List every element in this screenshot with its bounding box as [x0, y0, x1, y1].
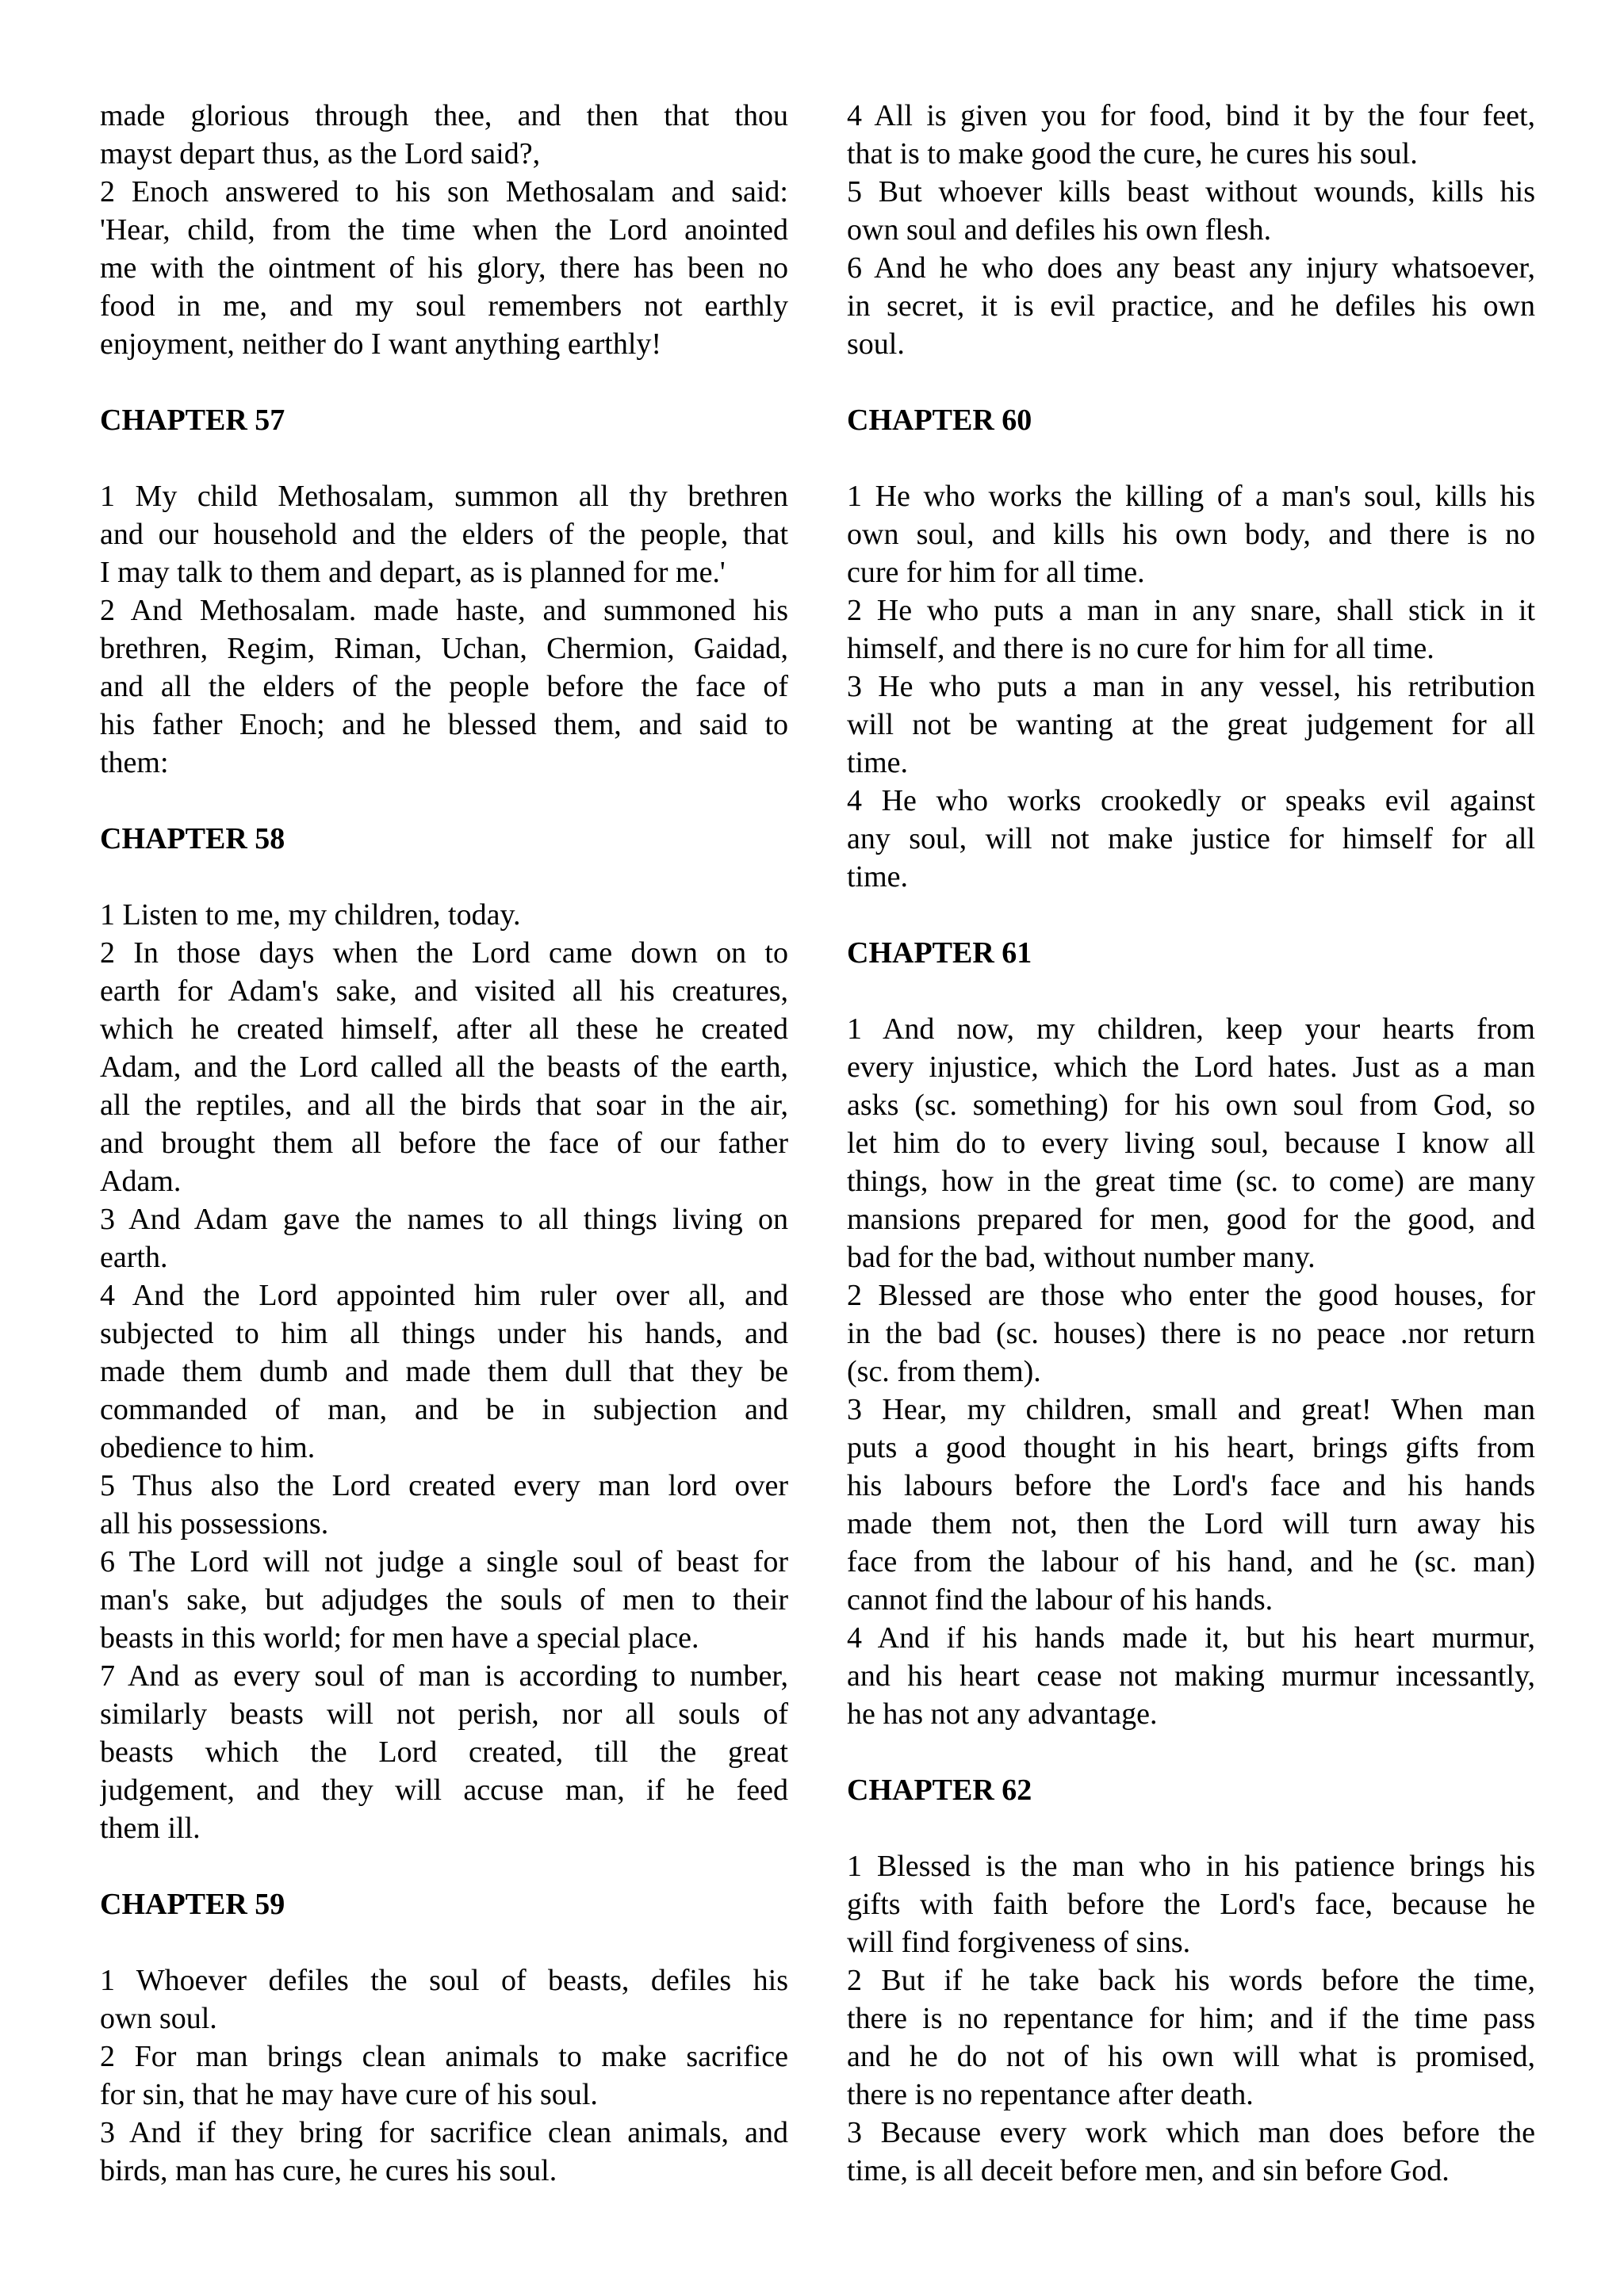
text-line: that is to make good the cure, he cures his soul. [847, 137, 1418, 170]
text-line: judgement, and they will accuse man, if he feed [100, 1774, 788, 1807]
text-line: 3 And if they bring for sacrifice clean animals, and [100, 2116, 788, 2149]
text-line: 2 He who puts a man in any snare, shall stick in it [847, 594, 1535, 627]
text-line: mansions prepared for men, good for the good, and [847, 1203, 1535, 1236]
text-line: brethren, Regim, Riman, Uchan, Chermion, Gaidad, [100, 632, 788, 665]
verse-paragraph [847, 1276, 1535, 1391]
text-line: own soul. [100, 2002, 217, 2035]
text-line: own soul, and kills his own body, and there is no [847, 518, 1535, 551]
text-line: 4 He who works crookedly or speaks evil against [847, 784, 1535, 817]
text-line: subjected to him all things under his hands, and [100, 1317, 788, 1350]
paragraph-spacer [847, 896, 1535, 934]
text-line: in secret, it is evil practice, and he defiles his own [847, 289, 1535, 323]
text-line: cannot find the labour of his hands. [847, 1583, 1274, 1617]
text-line: mayst depart thus, as the Lord said?, [100, 137, 541, 170]
chapter-heading: CHAPTER 57 [100, 404, 285, 437]
text-line: 3 He who puts a man in any vessel, his retribution [847, 670, 1535, 703]
verse-paragraph [847, 1391, 1535, 1619]
text-line: commanded of man, and be in subjection and [100, 1393, 788, 1426]
text-line: will not be wanting at the great judgement for all [847, 708, 1535, 741]
verse-paragraph [847, 591, 1535, 668]
text-line: made them dumb and made them dull that they be [100, 1355, 788, 1388]
verse-paragraph [100, 2038, 788, 2114]
text-line: and his heart cease not making murmur incessantly, [847, 1659, 1535, 1693]
verse-paragraph [847, 1961, 1535, 2114]
text-line: every injustice, which the Lord hates. Just as a man [847, 1050, 1535, 1084]
text-line: them ill. [100, 1812, 201, 1845]
paragraph-spacer [847, 1733, 1535, 1771]
text-line: 5 Thus also the Lord created every man lord over [100, 1469, 788, 1502]
text-line: 6 The Lord will not judge a single soul of beast for [100, 1545, 788, 1578]
verse-paragraph [100, 477, 788, 591]
paragraph-spacer [100, 439, 788, 477]
paragraph-spacer [100, 363, 788, 401]
verse-paragraph [100, 1200, 788, 1276]
verse-paragraph [847, 173, 1535, 249]
text-line: them: [100, 746, 169, 779]
verse-paragraph [100, 896, 788, 934]
text-line: 1 My child Methosalam, summon all thy brethren [100, 480, 788, 513]
text-line: 2 But if he take back his words before the time, [847, 1964, 1535, 1997]
text-line: 5 But whoever kills beast without wounds, kills his [847, 175, 1535, 209]
text-line: 1 Listen to me, my children, today. [100, 898, 521, 932]
verse-paragraph [847, 668, 1535, 782]
chapter-heading: CHAPTER 59 [100, 1888, 285, 1921]
paragraph-spacer [100, 1847, 788, 1885]
left-column [100, 97, 788, 2190]
text-line: (sc. from them). [847, 1355, 1041, 1388]
text-line: food in me, and my soul remembers not earthly [100, 289, 788, 323]
text-line: his labours before the Lord's face and his hands [847, 1469, 1535, 1502]
text-line: 3 Because every work which man does before the [847, 2116, 1535, 2149]
text-line: 2 Enoch answered to his son Methosalam and said: [100, 175, 788, 209]
text-line: he has not any advantage. [847, 1697, 1158, 1731]
text-line: time. [847, 746, 909, 779]
text-line: earth. [100, 1241, 168, 1274]
chapter-heading: CHAPTER 62 [847, 1774, 1032, 1807]
paragraph-spacer [100, 1923, 788, 1961]
text-line: will find forgiveness of sins. [847, 1926, 1191, 1959]
text-line: bad for the bad, without number many. [847, 1241, 1316, 1274]
text-line: 1 Whoever defiles the soul of beasts, defiles his [100, 1964, 788, 1997]
text-line: which he created himself, after all these he created [100, 1012, 788, 1046]
chapter-heading: CHAPTER 58 [100, 822, 285, 855]
text-line: own soul and defiles his own flesh. [847, 213, 1272, 247]
verse-paragraph [100, 1543, 788, 1657]
verse-paragraph [100, 2114, 788, 2190]
text-line: and brought them all before the face of our father [100, 1127, 788, 1160]
text-line: there is no repentance after death. [847, 2078, 1254, 2111]
paragraph-spacer [847, 439, 1535, 477]
text-line: me with the ointment of his glory, there has been no [100, 251, 788, 285]
text-line: asks (sc. something) for his own soul from God, so [847, 1089, 1535, 1122]
text-line: 4 And if his hands made it, but his heart murmur, [847, 1621, 1535, 1655]
text-line: 1 He who works the killing of a man's soul, kills his [847, 480, 1535, 513]
text-line: 2 Blessed are those who enter the good houses, for [847, 1279, 1535, 1312]
right-column [847, 97, 1535, 2190]
verse-paragraph [847, 249, 1535, 363]
text-line: 4 And the Lord appointed him ruler over all, and [100, 1279, 788, 1312]
text-line: 4 All is given you for food, bind it by the four feet, [847, 99, 1535, 132]
text-line: similarly beasts will not perish, nor all souls of [100, 1697, 788, 1731]
text-line: 1 Blessed is the man who in his patience brings his [847, 1850, 1535, 1883]
text-line: things, how in the great time (sc. to come) are many [847, 1165, 1535, 1198]
text-line: time. [847, 860, 909, 894]
text-line: 6 And he who does any beast any injury whatsoever, [847, 251, 1535, 285]
paragraph-spacer [847, 972, 1535, 1010]
text-line: made them not, then the Lord will turn away his [847, 1507, 1535, 1540]
text-line: Adam. [100, 1165, 182, 1198]
text-line: himself, and there is no cure for him for all time. [847, 632, 1434, 665]
text-line: and our household and the elders of the people, that [100, 518, 788, 551]
text-line: 1 And now, my children, keep your hearts from [847, 1012, 1535, 1046]
chapter-heading: CHAPTER 60 [847, 404, 1032, 437]
verse-paragraph [100, 1467, 788, 1543]
verse-paragraph [100, 1657, 788, 1847]
paragraph-spacer [847, 1809, 1535, 1847]
verse-paragraph [847, 782, 1535, 896]
text-line: and all the elders of the people before the face of [100, 670, 788, 703]
text-line: for sin, that he may have cure of his soul. [100, 2078, 598, 2111]
text-line: all his possessions. [100, 1507, 329, 1540]
text-line: 3 Hear, my children, small and great! When man [847, 1393, 1535, 1426]
text-line: puts a good thought in his heart, brings gifts from [847, 1431, 1535, 1464]
text-line: 7 And as every soul of man is according to number, [100, 1659, 788, 1693]
text-line: obedience to him. [100, 1431, 316, 1464]
text-line: 2 For man brings clean animals to make sacrifice [100, 2040, 788, 2073]
verse-paragraph [847, 2114, 1535, 2190]
text-line: there is no repentance for him; and if the time pass [847, 2002, 1535, 2035]
verse-paragraph [847, 1010, 1535, 1276]
text-line: and he do not of his own will what is promised, [847, 2040, 1535, 2073]
text-line: let him do to every living soul, because I know all [847, 1127, 1535, 1160]
text-line: soul. [847, 327, 905, 361]
paragraph-spacer [100, 782, 788, 820]
verse-paragraph [100, 591, 788, 782]
chapter-heading: CHAPTER 61 [847, 936, 1032, 970]
text-line: enjoyment, neither do I want anything earthly! [100, 327, 662, 361]
text-line: time, is all deceit before men, and sin before God. [847, 2154, 1450, 2187]
text-line: earth for Adam's sake, and visited all his creatures, [100, 974, 788, 1008]
text-line: in the bad (sc. houses) there is no peace .nor return [847, 1317, 1535, 1350]
verse-paragraph [847, 477, 1535, 591]
verse-paragraph [100, 934, 788, 1200]
text-line: 2 And Methosalam. made haste, and summoned his [100, 594, 788, 627]
text-line: 3 And Adam gave the names to all things living on [100, 1203, 788, 1236]
verse-paragraph [100, 97, 788, 173]
text-line: any soul, will not make justice for himself for all [847, 822, 1535, 855]
verse-paragraph [847, 97, 1535, 173]
text-line: birds, man has cure, he cures his soul. [100, 2154, 557, 2187]
verse-paragraph [847, 1619, 1535, 1733]
text-line: face from the labour of his hand, and he (sc. man) [847, 1545, 1535, 1578]
verse-paragraph [100, 173, 788, 363]
text-line: man's sake, but adjudges the souls of men to their [100, 1583, 788, 1617]
text-line: beasts which the Lord created, till the great [100, 1735, 788, 1769]
text-line: 'Hear, child, from the time when the Lord anointed [100, 213, 788, 247]
text-line: beasts in this world; for men have a special place. [100, 1621, 699, 1655]
text-line: I may talk to them and depart, as is planned for me.' [100, 556, 726, 589]
text-line: cure for him for all time. [847, 556, 1145, 589]
text-line: made glorious through thee, and then that thou [100, 99, 788, 132]
verse-paragraph [847, 1847, 1535, 1961]
text-line: gifts with faith before the Lord's face, because he [847, 1888, 1535, 1921]
verse-paragraph [100, 1961, 788, 2038]
verse-paragraph [100, 1276, 788, 1467]
text-line: 2 In those days when the Lord came down on to [100, 936, 788, 970]
text-line: his father Enoch; and he blessed them, and said to [100, 708, 788, 741]
text-line: all the reptiles, and all the birds that soar in the air, [100, 1089, 788, 1122]
paragraph-spacer [100, 858, 788, 896]
text-line: Adam, and the Lord called all the beasts of the earth, [100, 1050, 788, 1084]
document-page [100, 97, 1541, 2237]
paragraph-spacer [847, 363, 1535, 401]
